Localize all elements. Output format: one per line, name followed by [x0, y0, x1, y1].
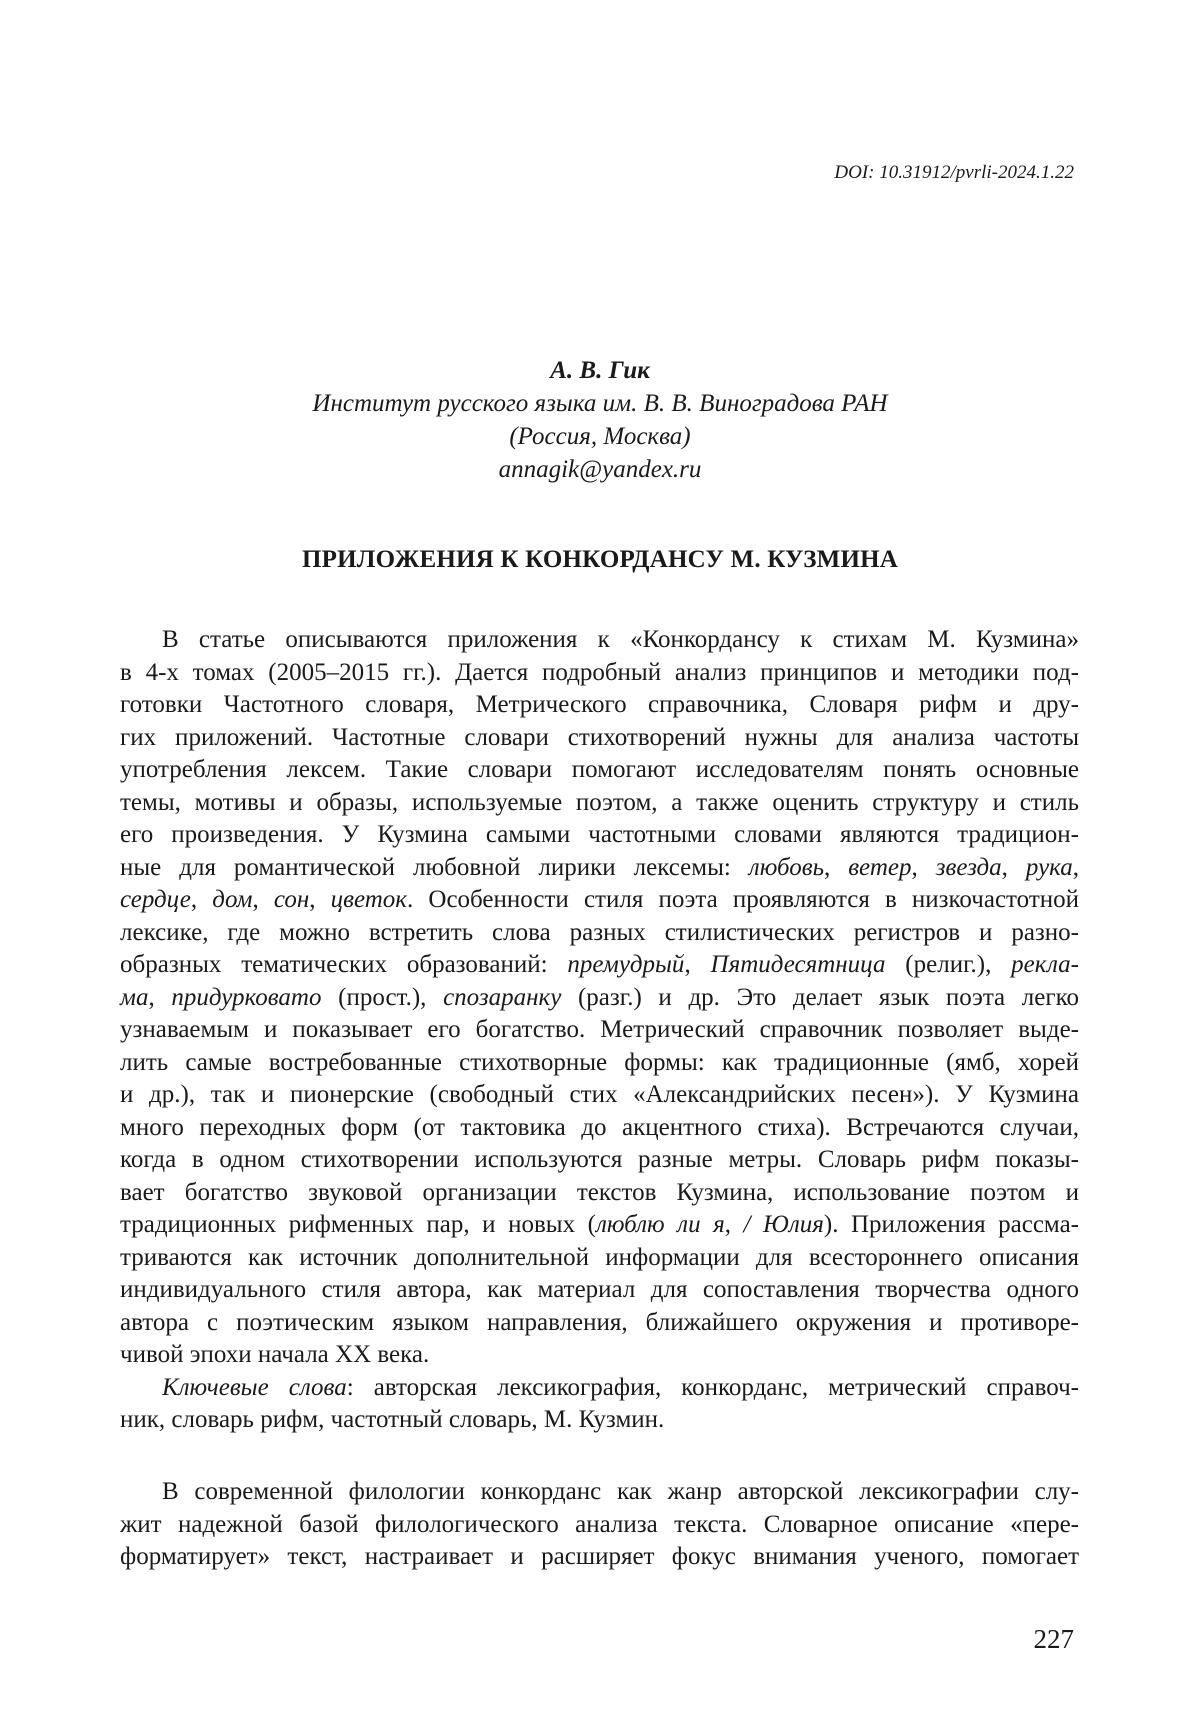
article-title: ПРИЛОЖЕНИЯ К КОНКОРДАНСУ М. КУЗМИНА	[301, 546, 899, 573]
abstract-line: темы, мотивы и образы, используемые поэтом, а также оценить структуру и стиль	[120, 788, 1079, 816]
abstract-line: много переходных форм (от тактовика до акцентного стиха). Встречаются случаи,	[120, 1113, 1079, 1141]
example-word: ветер	[848, 853, 912, 881]
abstract-line: употребления лексем. Такие словари помогают исследователям понять основные	[120, 756, 1079, 783]
keywords-line: ник, словарь рифм, частотный словарь, М. Кузмин.	[120, 1406, 665, 1433]
abstract-line: триваются как источник дополнительной информации для всестороннего описания	[120, 1243, 1079, 1271]
abstract-line: его произведения. У Кузмина самыми частотными словами являются традицион-	[120, 821, 1079, 848]
abstract-line: лить самые востребованные стихотворные формы: как традиционные (ямб, хорей	[120, 1048, 1079, 1076]
abstract-line: образных тематических образований: премудрый, Пятидесятница (религ.), рекла-	[120, 951, 1079, 978]
example-word: любовь	[748, 853, 824, 881]
author-affiliation: Институт русского языка им. В. В. Виноградова РАН	[312, 390, 888, 417]
abstract	[120, 624, 1079, 1437]
text-segment: образных тематических образований:	[120, 951, 568, 978]
abstract-line: готовки Частотного словаря, Метрического справочника, Словаря рифм и дру-	[120, 691, 1079, 718]
text-segment: . Особенности стиля поэта проявляются в низкочастотной	[407, 886, 1080, 913]
author-email[interactable]: annagik@yandex.ru	[498, 456, 702, 483]
abstract-line: традиционных рифменных пар, и новых (люблю ли я, / Юлия). Приложения рассма-	[120, 1211, 1079, 1238]
abstract-line: В статье описываются приложения к «Конкордансу к стихам М. Кузмина»	[162, 626, 1079, 653]
example-word: / Юлия	[743, 1211, 824, 1238]
page-number: 227	[1033, 1624, 1074, 1654]
text-segment: ). Приложения рассма-	[823, 1211, 1079, 1238]
example-word: придурковато	[171, 983, 322, 1011]
text-segment: ные для романтической любовной лирики лексемы:	[120, 853, 749, 881]
keywords-line	[120, 1372, 1079, 1405]
abstract-line: сердце, дом, сон, цветок. Особенности стиля поэта проявляются в низкочастотной	[120, 886, 1080, 913]
author-name: А. В. Гик	[550, 357, 650, 384]
example-word: рекла-	[1011, 951, 1079, 978]
abstract-line: индивидуального стиля автора, как материал для сопоставления творчества одного	[120, 1276, 1079, 1303]
abstract-line: гих приложений. Частотные словари стихотворений нужны для анализа частоты	[120, 723, 1079, 751]
abstract-line: когда в одном стихотворении используются разные метры. Словарь рифм показы-	[120, 1146, 1079, 1173]
text-segment: традиционных рифменных пар, и новых (	[120, 1211, 596, 1238]
author-block	[0, 354, 1200, 486]
abstract-line: ные для романтической любовной лирики лексемы: любовь, ветер, звезда, рука,	[120, 853, 1079, 881]
text-segment: : авторская лексикография, конкорданс, метрический справоч-	[346, 1373, 1079, 1401]
example-word: премудрый	[567, 951, 685, 978]
example-word: сон	[273, 886, 310, 913]
author-location: (Россия, Москва)	[509, 423, 691, 450]
text-segment: (разг.) и др. Это делает язык поэта легко	[561, 983, 1080, 1011]
example-word: спозаранку	[443, 983, 562, 1011]
body-text	[120, 1476, 1079, 1574]
abstract-line: узнаваемым и показывает его богатство. Метрический справочник позволяет выде-	[120, 1016, 1079, 1043]
abstract-line: автора с поэтическим языком направления, ближайшего окружения и противоре-	[120, 1308, 1079, 1336]
text-segment: (религ.),	[885, 951, 1012, 978]
example-word: цветок	[330, 886, 407, 913]
body-line: форматирует» текст, настраивает и расширяет фокус внимания ученого, помогает	[120, 1543, 1079, 1570]
abstract-line: чивой эпохи начала XX века.	[120, 1341, 430, 1368]
body-line: В современной филологии конкорданс как жанр авторской лексикографии слу-	[162, 1478, 1079, 1505]
keywords-label: Ключевые слова	[162, 1373, 347, 1401]
body-line: жит надежной базой филологического анализа текста. Словарное описание «пере-	[120, 1510, 1079, 1538]
abstract-line: лексике, где можно встретить слова разных стилистических регистров и разно-	[120, 918, 1079, 946]
text-segment: (прост.),	[321, 983, 444, 1011]
example-word: Пятидесятница	[710, 951, 886, 978]
example-word: звезда	[935, 853, 1002, 881]
abstract-line: в 4-х томах (2005–2015 гг.). Дается подробный анализ принципов и методики под-	[120, 658, 1079, 686]
example-word: сердце	[120, 886, 191, 913]
doi: DOI: 10.31912/pvrli-2024.1.22	[834, 162, 1074, 183]
abstract-line: вает богатство звуковой организации текстов Кузмина, использование поэтом и	[120, 1178, 1079, 1206]
example-word: люблю ли я	[595, 1211, 725, 1238]
abstract-line: ма, придурковато (прост.), спозаранку (разг.) и др. Это делает язык поэта легко	[120, 983, 1080, 1011]
example-word: ма	[120, 983, 149, 1011]
example-word: дом	[212, 886, 253, 913]
example-word: рука	[1025, 853, 1073, 881]
abstract-line: и др.), так и пионерские (свободный стих «Александрийских песен»). У Кузмина	[120, 1081, 1079, 1108]
